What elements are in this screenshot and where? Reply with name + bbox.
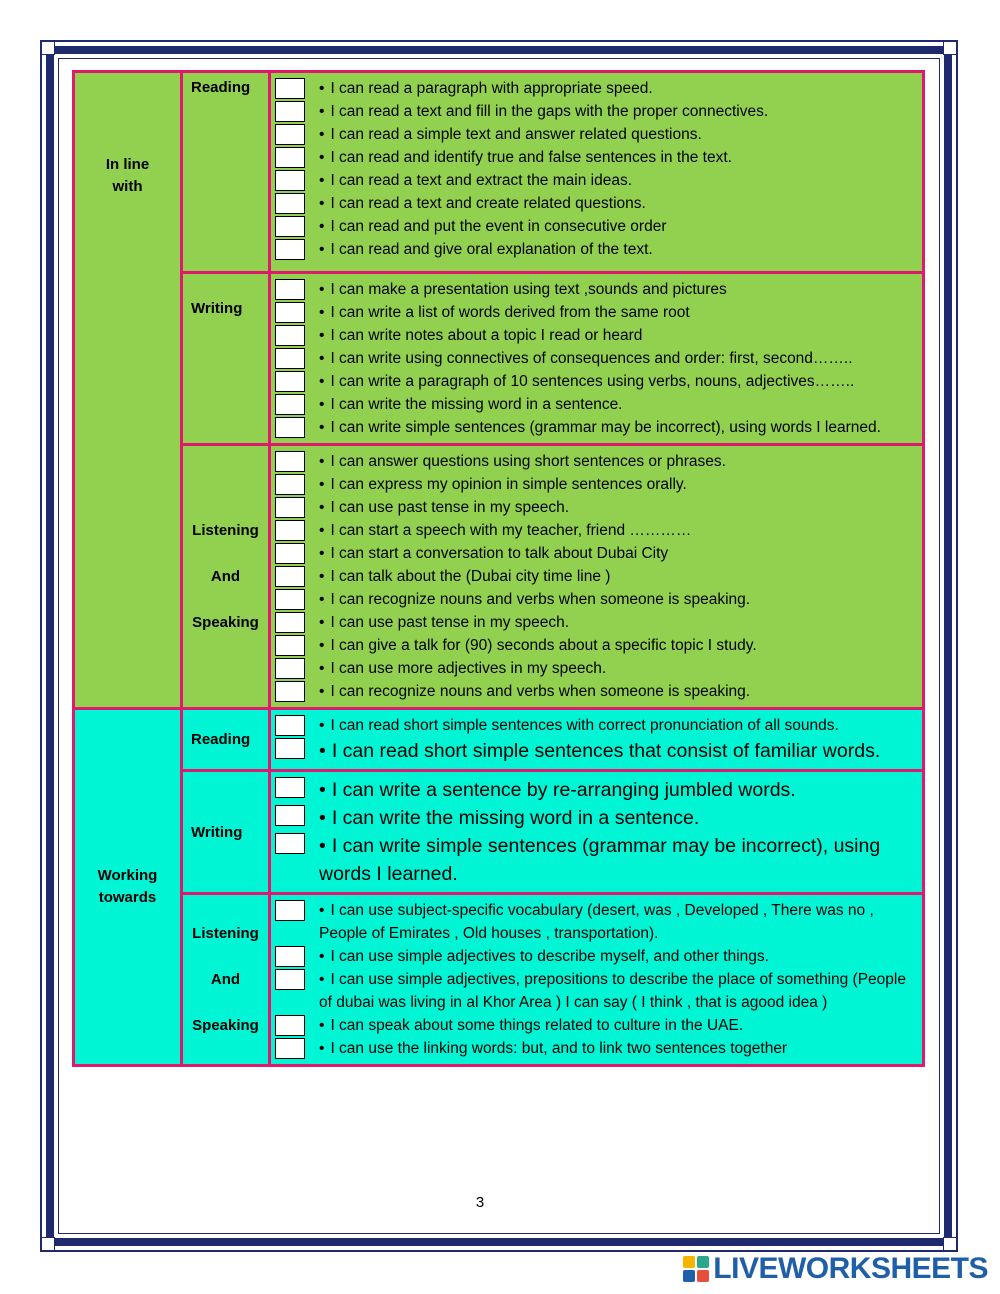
skill-writing: Writing xyxy=(182,273,270,445)
checkbox[interactable] xyxy=(275,147,305,168)
list-item: • I can read and identify true and false sentences in the text. xyxy=(275,146,916,169)
list-item: • I can use the linking words: but, and to link two sentences together xyxy=(275,1037,916,1060)
checkbox[interactable] xyxy=(275,635,305,656)
liveworksheets-logo xyxy=(683,1252,988,1286)
in-line-listening-row xyxy=(74,445,924,709)
checkbox[interactable] xyxy=(275,371,305,392)
list-item: • I can use past tense in my speech. xyxy=(275,496,916,519)
level-label: Working towards xyxy=(97,867,158,906)
brand-name: LIVEWORKSHEETS xyxy=(713,1252,988,1285)
list-item: • I can write notes about a topic I read or heard xyxy=(275,324,916,347)
list-item: • I can express my opinion in simple sentences orally. xyxy=(275,473,916,496)
checkbox[interactable] xyxy=(275,543,305,564)
checkbox[interactable] xyxy=(275,216,305,237)
list-item: • I can talk about the (Dubai city time line ) xyxy=(275,565,916,588)
frame-corner xyxy=(943,41,957,55)
checkbox[interactable] xyxy=(275,589,305,610)
checkbox[interactable] xyxy=(275,681,305,702)
checkbox[interactable] xyxy=(275,833,305,854)
checkbox[interactable] xyxy=(275,302,305,323)
checkbox[interactable] xyxy=(275,946,305,967)
frame-corner xyxy=(41,41,55,55)
checkbox[interactable] xyxy=(275,738,305,759)
checkbox[interactable] xyxy=(275,805,305,826)
list-item: • I can read a simple text and answer related questions. xyxy=(275,123,916,146)
in-line-writing-row xyxy=(74,273,924,445)
list-item: • I can write using connectives of consequences and order: first, second…….. xyxy=(275,347,916,370)
checkbox[interactable] xyxy=(275,325,305,346)
checkbox[interactable] xyxy=(275,394,305,415)
list-item: • I can answer questions using short sentences or phrases. xyxy=(275,450,916,473)
items-reading xyxy=(270,72,924,273)
list-item: • I can read and give oral explanation of the text. xyxy=(275,238,916,261)
level-in-line xyxy=(74,72,182,709)
items-writing xyxy=(270,273,924,445)
skill-listening-speaking: Listening And Speaking xyxy=(182,445,270,709)
list-item: • I can use simple adjectives, prepositions to describe the place of something (People of dubai was living in al Khor Area ) I can say ( I think , that is agood idea ) xyxy=(275,968,916,1014)
frame-corner xyxy=(41,1237,55,1251)
list-item: • I can write simple sentences (grammar may be incorrect), using words I learned. xyxy=(275,832,916,888)
list-item: • I can read short simple sentences with correct pronunciation of all sounds. xyxy=(275,714,916,737)
page-number: 3 xyxy=(475,1194,485,1211)
list-item: • I can write a paragraph of 10 sentences using verbs, nouns, adjectives…….. xyxy=(275,370,916,393)
checkbox[interactable] xyxy=(275,170,305,191)
list-item: • I can use past tense in my speech. xyxy=(275,611,916,634)
skills-table xyxy=(72,70,925,1067)
frame-corner xyxy=(943,1237,957,1251)
checkbox[interactable] xyxy=(275,658,305,679)
working-reading-row xyxy=(74,709,924,771)
checkbox[interactable] xyxy=(275,777,305,798)
skill-writing: Writing xyxy=(182,771,270,894)
working-listening-row xyxy=(74,894,924,1066)
checkbox[interactable] xyxy=(275,969,305,990)
items-listening xyxy=(270,894,924,1066)
list-item: • I can recognize nouns and verbs when someone is speaking. xyxy=(275,680,916,703)
skill-listening-speaking: Listening And Speaking xyxy=(182,894,270,1066)
checkbox[interactable] xyxy=(275,124,305,145)
list-item: • I can write a list of words derived from the same root xyxy=(275,301,916,324)
list-item: • I can read a paragraph with appropriate speed. xyxy=(275,77,916,100)
checkbox[interactable] xyxy=(275,279,305,300)
list-item: • I can write the missing word in a sentence. xyxy=(275,393,916,416)
checkbox[interactable] xyxy=(275,193,305,214)
items-reading xyxy=(270,709,924,771)
checkbox[interactable] xyxy=(275,417,305,438)
checkbox[interactable] xyxy=(275,612,305,633)
in-line-reading-row xyxy=(74,72,924,273)
level-working xyxy=(74,709,182,1066)
checkbox[interactable] xyxy=(275,715,305,736)
checkbox[interactable] xyxy=(275,474,305,495)
list-item: • I can use more adjectives in my speech. xyxy=(275,657,916,680)
list-item: • I can make a presentation using text ,sounds and pictures xyxy=(275,278,916,301)
level-label: In line with xyxy=(105,156,150,195)
list-item: • I can read and put the event in consecutive order xyxy=(275,215,916,238)
list-item: • I can write a sentence by re-arranging jumbled words. xyxy=(275,776,916,804)
working-writing-row xyxy=(74,771,924,894)
checkbox[interactable] xyxy=(275,497,305,518)
items-listening xyxy=(270,445,924,709)
list-item: • I can read a text and extract the main ideas. xyxy=(275,169,916,192)
checkbox[interactable] xyxy=(275,900,305,921)
list-item: • I can read short simple sentences that consist of familiar words. xyxy=(275,737,916,765)
checkbox[interactable] xyxy=(275,1038,305,1059)
skill-reading: Reading xyxy=(182,72,270,273)
list-item: • I can write simple sentences (grammar may be incorrect), using words I learned. xyxy=(275,416,916,439)
checkbox[interactable] xyxy=(275,1015,305,1036)
checkbox[interactable] xyxy=(275,78,305,99)
items-writing xyxy=(270,771,924,894)
skill-reading: Reading xyxy=(182,709,270,771)
list-item: • I can start a speech with my teacher, friend ………… xyxy=(275,519,916,542)
list-item: • I can use subject-specific vocabulary (desert, was , Developed , There was no , People of Emirates , Old houses , transportation). xyxy=(275,899,916,945)
list-item: • I can read a text and fill in the gaps with the proper connectives. xyxy=(275,100,916,123)
list-item: • I can give a talk for (90) seconds about a specific topic I study. xyxy=(275,634,916,657)
list-item: • I can write the missing word in a sentence. xyxy=(275,804,916,832)
list-item: • I can speak about some things related to culture in the UAE. xyxy=(275,1014,916,1037)
list-item: • I can recognize nouns and verbs when someone is speaking. xyxy=(275,588,916,611)
checkbox[interactable] xyxy=(275,451,305,472)
liveworksheets-logo-icon xyxy=(683,1256,709,1282)
checkbox[interactable] xyxy=(275,239,305,260)
checkbox[interactable] xyxy=(275,348,305,369)
checkbox[interactable] xyxy=(275,101,305,122)
checkbox[interactable] xyxy=(275,566,305,587)
list-item: • I can start a conversation to talk about Dubai City xyxy=(275,542,916,565)
checkbox[interactable] xyxy=(275,520,305,541)
list-item: • I can use simple adjectives to describe myself, and other things. xyxy=(275,945,916,968)
list-item: • I can read a text and create related questions. xyxy=(275,192,916,215)
